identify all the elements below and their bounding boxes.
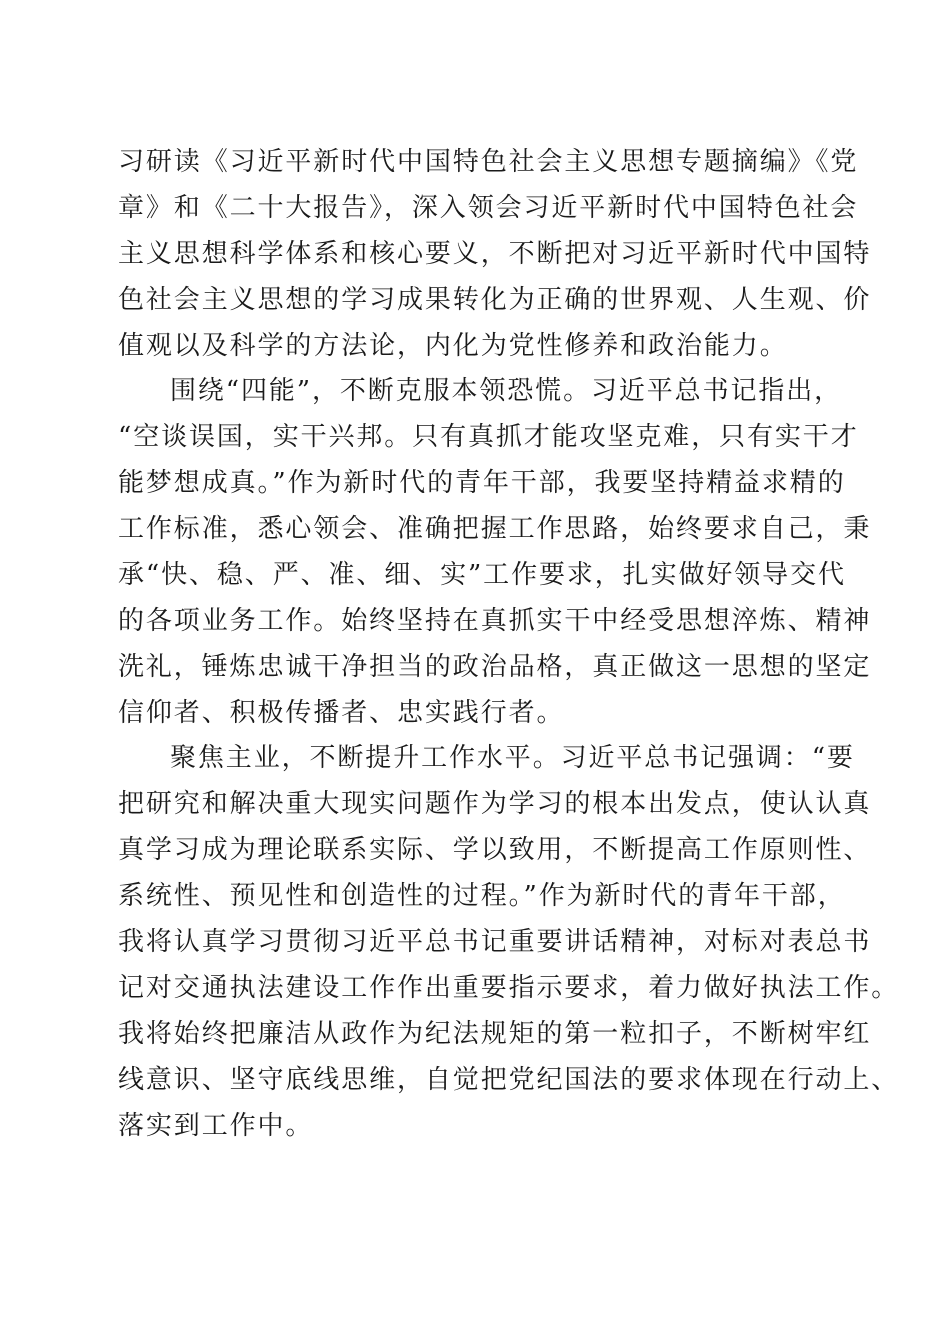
paragraph-3-line-2: 把研究和解决重大现实问题作为学习的根本出发点，使认认真 — [118, 789, 872, 819]
paragraph-2-line-4: 工作标准，悉心领会、准确把握工作思路，始终要求自己，秉 — [118, 514, 872, 544]
paragraph-3-line-8: 线意识、坚守底线思维，自觉把党纪国法的要求体现在行动上、 — [118, 1065, 900, 1095]
paragraph-2-line-6: 的各项业务工作。始终坚持在真抓实干中经受思想淬炼、精神 — [118, 606, 872, 636]
paragraph-2-line-7: 洗礼，锤炼忠诚干净担当的政治品格，真正做这一思想的坚定 — [118, 652, 872, 682]
paragraph-3-line-6: 记对交通执法建设工作作出重要指示要求，着力做好执法工作。 — [118, 973, 900, 1003]
paragraph-1-line-2: 章》和《二十大报告》，深入领会习近平新时代中国特色社会 — [118, 193, 859, 223]
paragraph-2-line-8: 信仰者、积极传播者、忠实践行者。 — [118, 698, 565, 728]
paragraph-2-line-3: 能梦想成真。”作为新时代的青年干部，我要坚持精益求精的 — [118, 468, 846, 498]
paragraph-3-line-4: 系统性、预见性和创造性的过程。”作为新时代的青年干部， — [118, 881, 846, 911]
paragraph-2-line-5: 承“快、稳、严、准、细、实”工作要求，扎实做好领导交代 — [118, 560, 846, 590]
paragraph-2-line-2: “空谈误国，实干兴邦。只有真抓才能攻坚克难，只有实干才 — [118, 422, 859, 452]
paragraph-1-line-5: 值观以及科学的方法论，内化为党性修养和政治能力。 — [118, 331, 788, 361]
paragraph-3-line-9: 落实到工作中。 — [118, 1111, 314, 1141]
paragraph-3-line-5: 我将认真学习贯彻习近平总书记重要讲话精神，对标对表总书 — [118, 927, 872, 957]
paragraph-1-line-4: 色社会主义思想的学习成果转化为正确的世界观、人生观、价 — [118, 285, 872, 315]
paragraph-1-line-1: 习研读《习近平新时代中国特色社会主义思想专题摘编》《党 — [118, 147, 859, 177]
paragraph-2-line-1: 围绕“四能”，不断克服本领恐慌。习近平总书记指出， — [170, 376, 843, 406]
paragraph-1-line-3: 主义思想科学体系和核心要义，不断把对习近平新时代中国特 — [118, 239, 872, 269]
paragraph-3-line-3: 真学习成为理论联系实际、学以致用，不断提高工作原则性、 — [118, 835, 872, 865]
paragraph-3-line-1: 聚焦主业，不断提升工作水平。习近平总书记强调：“要 — [170, 743, 855, 773]
paragraph-3-line-7: 我将始终把廉洁从政作为纪法规矩的第一粒扣子，不断树牢红 — [118, 1019, 872, 1049]
